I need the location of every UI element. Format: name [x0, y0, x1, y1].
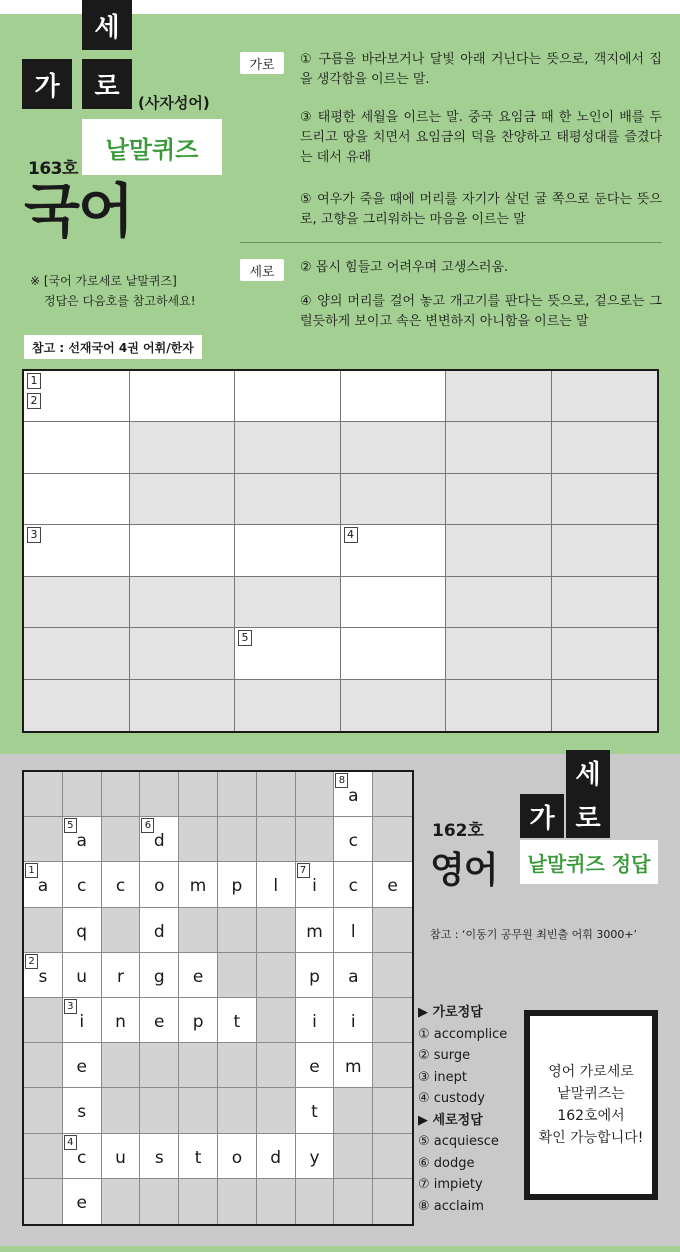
cell-letter: p — [231, 876, 243, 897]
clue-across-5: ⑤ 여우가 죽을 때에 머리를 자기가 살던 굴 쪽으로 둔다는 뜻으로, 고향을 그리워하는 마음을 이르는 말 — [300, 192, 662, 227]
title-tile-ro: 로 — [566, 794, 610, 838]
cell-letter: n — [115, 1012, 126, 1033]
blank-cell[interactable] — [140, 1179, 179, 1224]
clue-down-2: ② 몹시 힘들고 어려우며 고생스러움. — [300, 260, 509, 275]
letter-cell[interactable] — [179, 953, 218, 998]
grid-cell[interactable] — [130, 680, 236, 731]
letter-cell[interactable] — [296, 1088, 335, 1133]
cell-letter: e — [192, 966, 204, 987]
grid-cell[interactable] — [24, 422, 130, 473]
grid-cell[interactable] — [130, 525, 236, 576]
letter-cell[interactable] — [334, 908, 373, 953]
blank-cell[interactable] — [24, 1179, 63, 1224]
letter-cell[interactable] — [179, 862, 218, 907]
blank-cell[interactable] — [102, 1088, 141, 1133]
blank-cell[interactable] — [140, 772, 179, 817]
clue-number: 2 — [27, 393, 41, 409]
korean-crossword-grid — [22, 369, 659, 733]
clue-divider — [240, 242, 662, 243]
letter-cell[interactable] — [63, 1043, 102, 1088]
blank-cell[interactable] — [102, 1179, 141, 1224]
cell-letter: c — [77, 876, 87, 897]
cell-letter: t — [311, 1102, 318, 1123]
info-line: 확인 가능합니다! — [538, 1130, 644, 1146]
blank-cell[interactable] — [218, 772, 257, 817]
letter-cell[interactable] — [218, 1134, 257, 1179]
blank-cell[interactable] — [102, 1043, 141, 1088]
blank-cell[interactable] — [179, 817, 218, 862]
clue-across-1: ① 구름을 바라보거나 달빛 아래 거닌다는 뜻으로, 객지에서 집을 생각함을 이르는 말. — [300, 52, 662, 87]
clue-number: 4 — [344, 527, 358, 543]
blank-cell[interactable] — [140, 1088, 179, 1133]
clue-number: 5 — [238, 630, 252, 646]
clue-number: 8 — [335, 773, 348, 788]
info-line: 영어 가로세로 — [548, 1064, 634, 1080]
answer-item: ⑦ impiety — [418, 1177, 483, 1192]
letter-cell[interactable] — [140, 817, 179, 862]
letter-cell[interactable] — [140, 908, 179, 953]
grid-cell[interactable] — [24, 577, 130, 628]
grid-cell[interactable] — [130, 474, 236, 525]
answer-item: ④ custody — [418, 1091, 485, 1106]
clue-number: 7 — [297, 863, 310, 878]
letter-cell[interactable] — [296, 1043, 335, 1088]
letter-cell[interactable] — [296, 1134, 335, 1179]
grid-cell[interactable] — [24, 371, 130, 422]
letter-cell[interactable] — [63, 1179, 102, 1224]
answer-note — [30, 271, 196, 311]
blank-cell[interactable] — [373, 817, 412, 862]
grid-cell[interactable] — [341, 474, 447, 525]
english-crossword-grid — [22, 770, 414, 1226]
letter-cell[interactable] — [63, 998, 102, 1043]
grid-cell[interactable] — [446, 525, 552, 576]
letter-cell[interactable] — [140, 1134, 179, 1179]
quiz-label-box: 낱말퀴즈 — [82, 119, 222, 175]
english-answer-section — [0, 754, 680, 1246]
info-line: 162호에서 — [557, 1108, 625, 1124]
cell-letter: d — [153, 921, 165, 942]
blank-cell[interactable] — [24, 1043, 63, 1088]
grid-cell[interactable] — [552, 628, 658, 679]
grid-cell[interactable] — [446, 628, 552, 679]
grid-cell[interactable] — [24, 474, 130, 525]
letter-cell[interactable] — [63, 953, 102, 998]
cell-letter: s — [77, 1102, 87, 1123]
blank-cell[interactable] — [102, 772, 141, 817]
letter-cell[interactable] — [63, 1134, 102, 1179]
letter-cell[interactable] — [179, 998, 218, 1043]
letter-cell[interactable] — [102, 953, 141, 998]
reference-label: 참고 : 선재국어 4권 어휘/한자 — [24, 335, 202, 359]
blank-cell[interactable] — [257, 1179, 296, 1224]
title-tile-ga: 가 — [520, 794, 564, 838]
cell-letter: u — [76, 966, 88, 987]
letter-cell[interactable] — [140, 998, 179, 1043]
cell-letter: a — [76, 831, 87, 852]
letter-cell[interactable] — [334, 998, 373, 1043]
clue-number: 6 — [141, 818, 154, 833]
blank-cell[interactable] — [218, 1179, 257, 1224]
blank-cell[interactable] — [257, 908, 296, 953]
grid-cell[interactable] — [341, 371, 447, 422]
issue-number: 163호 — [28, 159, 78, 179]
letter-cell[interactable] — [296, 953, 335, 998]
bottom-green-bar — [0, 1246, 680, 1252]
blank-cell[interactable] — [218, 908, 257, 953]
letter-cell[interactable] — [334, 953, 373, 998]
korean-quiz-section — [0, 14, 680, 754]
letter-cell[interactable] — [257, 862, 296, 907]
cell-letter: i — [312, 1012, 317, 1033]
letter-cell[interactable] — [296, 998, 335, 1043]
info-line: 낱말퀴즈는 — [557, 1086, 625, 1102]
cell-letter: s — [38, 966, 48, 987]
clue-number: 3 — [27, 527, 41, 543]
letter-cell[interactable] — [102, 862, 141, 907]
cell-letter: l — [273, 876, 279, 897]
section-title: 국어 — [24, 177, 133, 245]
letter-cell[interactable] — [257, 1134, 296, 1179]
letter-cell[interactable] — [140, 953, 179, 998]
blank-cell[interactable] — [179, 908, 218, 953]
grid-cell[interactable] — [24, 525, 130, 576]
grid-cell[interactable] — [341, 577, 447, 628]
clue-number: 1 — [27, 373, 41, 389]
cell-letter: m — [189, 876, 207, 897]
blank-cell[interactable] — [179, 1088, 218, 1133]
letter-cell[interactable] — [63, 862, 102, 907]
title-tile-ro: 로 — [82, 59, 132, 109]
grid-cell[interactable] — [235, 628, 341, 679]
blank-cell[interactable] — [257, 953, 296, 998]
title-tile-ga: 가 — [22, 59, 72, 109]
cell-letter: s — [154, 1147, 164, 1168]
cell-letter: e — [76, 1057, 87, 1078]
blank-cell[interactable] — [296, 772, 335, 817]
grid-cell[interactable] — [130, 628, 236, 679]
grid-cell[interactable] — [235, 680, 341, 731]
blank-cell[interactable] — [24, 817, 63, 862]
cell-letter: m — [345, 1057, 362, 1078]
section-title: 영어 — [430, 850, 498, 891]
blank-cell[interactable] — [257, 1088, 296, 1133]
letter-cell[interactable] — [334, 772, 373, 817]
blank-cell[interactable] — [102, 817, 141, 862]
clue-number: 3 — [64, 999, 77, 1014]
clue-number: 5 — [64, 818, 77, 833]
letter-cell[interactable] — [218, 862, 257, 907]
blank-cell[interactable] — [296, 1179, 335, 1224]
grid-cell[interactable] — [446, 577, 552, 628]
clue-across-3: ③ 태평한 세월을 이르는 말. 중국 요임금 때 한 노인이 배를 두드리고 땅을 치면서 요임금의 덕을 찬양하고 태평성대를 즐겼다는 데서 유래 — [300, 110, 662, 165]
letter-cell[interactable] — [102, 1134, 141, 1179]
cell-letter: c — [77, 1147, 87, 1168]
clue-number: 1 — [25, 863, 38, 878]
cell-letter: c — [115, 876, 126, 897]
down-tag: 세로 — [240, 259, 284, 281]
grid-cell[interactable] — [552, 680, 658, 731]
blank-cell[interactable] — [257, 998, 296, 1043]
blank-cell[interactable] — [373, 998, 412, 1043]
blank-cell[interactable] — [257, 817, 296, 862]
grid-cell[interactable] — [552, 422, 658, 473]
blank-cell[interactable] — [334, 1088, 373, 1133]
blank-cell[interactable] — [257, 772, 296, 817]
blank-cell[interactable] — [373, 1134, 412, 1179]
grid-cell[interactable] — [446, 422, 552, 473]
cell-letter: t — [194, 1147, 202, 1168]
cell-letter: t — [233, 1012, 241, 1033]
cell-letter: i — [350, 1012, 356, 1033]
blank-cell[interactable] — [296, 817, 335, 862]
letter-cell[interactable] — [63, 908, 102, 953]
cell-letter: i — [79, 1012, 85, 1033]
issue-number: 162호 — [432, 821, 484, 841]
cell-letter: y — [309, 1147, 320, 1168]
blank-cell[interactable] — [63, 772, 102, 817]
letter-cell[interactable] — [296, 862, 335, 907]
note-line-2: 정답은 다음호를 참고하세요! — [44, 294, 196, 308]
info-box — [524, 1010, 658, 1200]
down-answers-header: ▶ 세로정답 — [418, 1112, 483, 1128]
cell-letter: p — [192, 1012, 204, 1033]
cell-letter: o — [154, 876, 165, 897]
cell-letter: a — [37, 876, 49, 897]
cell-letter: d — [270, 1147, 282, 1168]
cell-letter: e — [76, 1193, 87, 1214]
blank-cell[interactable] — [373, 953, 412, 998]
cell-letter: p — [309, 966, 320, 987]
cell-letter: e — [154, 1012, 165, 1033]
cell-letter: l — [350, 921, 356, 942]
blank-cell[interactable] — [218, 953, 257, 998]
grid-cell[interactable] — [235, 422, 341, 473]
letter-cell[interactable] — [24, 862, 63, 907]
letter-cell[interactable] — [179, 1134, 218, 1179]
grid-cell[interactable] — [24, 628, 130, 679]
grid-cell[interactable] — [130, 577, 236, 628]
grid-cell[interactable] — [552, 371, 658, 422]
letter-cell[interactable] — [24, 953, 63, 998]
across-answers-header: ▶ 가로정답 — [418, 1005, 483, 1020]
blank-cell[interactable] — [373, 1179, 412, 1224]
blank-cell[interactable] — [102, 908, 141, 953]
grid-cell[interactable] — [24, 680, 130, 731]
blank-cell[interactable] — [24, 908, 63, 953]
cell-letter: r — [116, 966, 124, 987]
blank-cell[interactable] — [257, 1043, 296, 1088]
blank-cell[interactable] — [373, 1043, 412, 1088]
letter-cell[interactable] — [140, 862, 179, 907]
quiz-answer-label: 낱말퀴즈 정답 — [520, 840, 658, 884]
reference-label: 참고 : ‘이동기 공무원 최빈출 어휘 3000+’ — [430, 928, 638, 941]
title-tile-se: 세 — [566, 750, 610, 794]
letter-cell[interactable] — [296, 908, 335, 953]
blank-cell[interactable] — [24, 998, 63, 1043]
clue-number: 4 — [64, 1135, 77, 1150]
letter-cell[interactable] — [334, 862, 373, 907]
grid-cell[interactable] — [552, 577, 658, 628]
blank-cell[interactable] — [334, 1179, 373, 1224]
blank-cell[interactable] — [218, 1043, 257, 1088]
cell-letter: a — [348, 786, 359, 807]
blank-cell[interactable] — [218, 817, 257, 862]
blank-cell[interactable] — [24, 1134, 63, 1179]
cell-letter: g — [153, 966, 165, 987]
note-line-1: ※ [국어 가로세로 낱말퀴즈] — [30, 274, 177, 288]
blank-cell[interactable] — [24, 1088, 63, 1133]
grid-cell[interactable] — [235, 525, 341, 576]
answer-item: ① accomplice — [418, 1026, 508, 1042]
answer-item: ③ inept — [418, 1069, 467, 1085]
grid-cell[interactable] — [235, 577, 341, 628]
clue-number: 2 — [25, 954, 38, 969]
grid-cell[interactable] — [446, 680, 552, 731]
cell-letter: e — [387, 876, 398, 897]
letter-cell[interactable] — [334, 817, 373, 862]
cell-letter: o — [231, 1147, 243, 1168]
blank-cell[interactable] — [218, 1088, 257, 1133]
letter-cell[interactable] — [373, 862, 412, 907]
cell-letter: e — [309, 1057, 320, 1078]
answer-item: ② surge — [418, 1048, 471, 1063]
letter-cell[interactable] — [63, 1088, 102, 1133]
grid-cell[interactable] — [235, 371, 341, 422]
clue-down-4: ④ 양의 머리를 걸어 놓고 개고기를 판다는 뜻으로, 겉으로는 그럴듯하게 보이고 속은 변변하지 아니함을 이르는 말 — [300, 294, 662, 329]
grid-cell[interactable] — [130, 422, 236, 473]
letter-cell[interactable] — [218, 998, 257, 1043]
cell-letter: c — [348, 831, 358, 852]
blank-cell[interactable] — [373, 772, 412, 817]
cell-letter: q — [76, 921, 88, 942]
grid-cell[interactable] — [446, 474, 552, 525]
answer-list — [418, 1002, 507, 1217]
grid-cell[interactable] — [341, 628, 447, 679]
grid-cell[interactable] — [341, 525, 447, 576]
blank-cell[interactable] — [179, 1043, 218, 1088]
blank-cell[interactable] — [24, 772, 63, 817]
blank-cell[interactable] — [140, 1043, 179, 1088]
letter-cell[interactable] — [334, 1043, 373, 1088]
blank-cell[interactable] — [373, 1088, 412, 1133]
grid-cell[interactable] — [341, 422, 447, 473]
answer-item: ⑥ dodge — [418, 1155, 475, 1171]
cell-letter: m — [306, 921, 323, 942]
cell-letter: a — [348, 966, 359, 987]
grid-cell[interactable] — [130, 371, 236, 422]
blank-cell[interactable] — [334, 1134, 373, 1179]
grid-cell[interactable] — [552, 474, 658, 525]
grid-cell[interactable] — [341, 680, 447, 731]
grid-cell[interactable] — [552, 525, 658, 576]
grid-cell[interactable] — [446, 371, 552, 422]
blank-cell[interactable] — [179, 1179, 218, 1224]
cell-letter: i — [312, 876, 317, 897]
grid-cell[interactable] — [235, 474, 341, 525]
answer-item: ⑧ acclaim — [418, 1198, 484, 1214]
blank-cell[interactable] — [179, 772, 218, 817]
title-tile-se: 세 — [82, 0, 132, 50]
letter-cell[interactable] — [63, 817, 102, 862]
cell-letter: u — [115, 1147, 126, 1168]
blank-cell[interactable] — [373, 908, 412, 953]
cell-letter: c — [348, 876, 358, 897]
letter-cell[interactable] — [102, 998, 141, 1043]
cell-letter: d — [153, 831, 165, 852]
across-tag: 가로 — [240, 52, 284, 74]
answer-item: ⑤ acquiesce — [418, 1134, 499, 1149]
subtitle-idiom: (사자성어) — [138, 94, 210, 112]
